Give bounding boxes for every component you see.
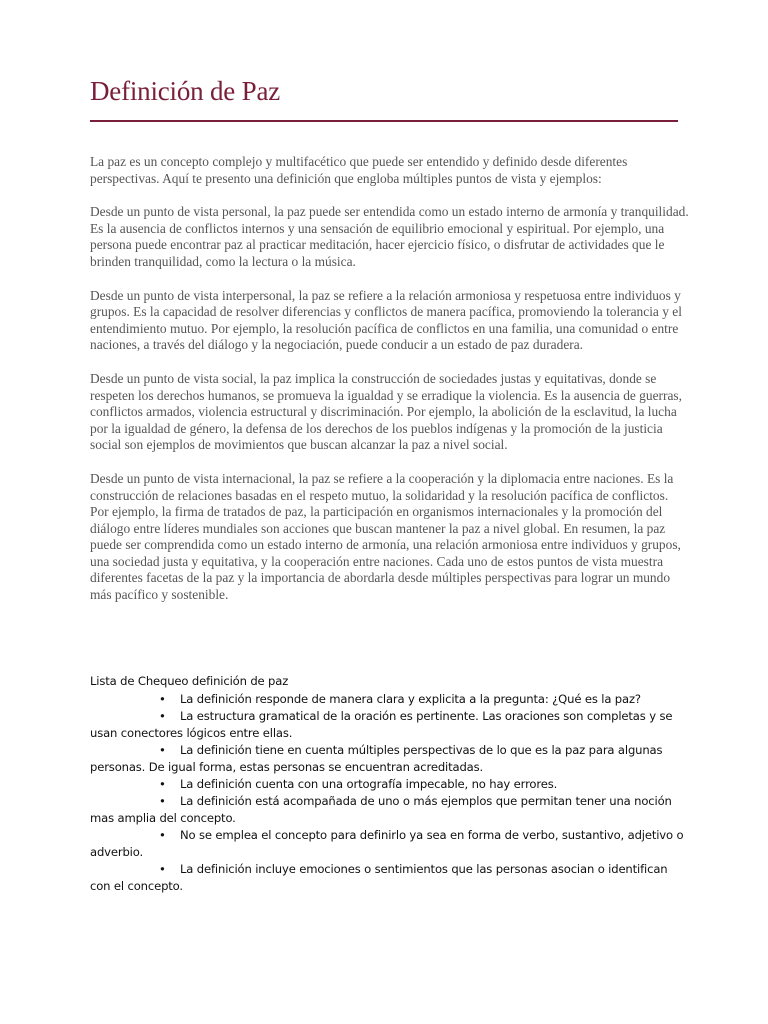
checklist-title: Lista de Chequeo definición de paz	[90, 674, 289, 688]
checklist-item	[90, 742, 690, 776]
bullet-icon: •	[159, 794, 166, 808]
paragraph-personal: Desde un punto de vista personal, la paz puede ser entendida como un estado interno de armonía y tranquilidad. Es la ausencia de conflictos internos y una sensación de equilibrio emocional y espiritual. Por ejemplo, una persona puede encontrar paz al practicar meditación, hacer ejercicio físico, o disfrutar de actividades que le brinden tranquilidad, como la lectura o la música.	[90, 204, 689, 269]
paragraph-intro: La paz es un concepto complejo y multifacético que puede ser entendido y definido desde diferentes perspectivas. Aquí te presento una definición que engloba múltiples puntos de vista y ejemplos:	[90, 154, 628, 186]
checklist-item-text: La definición incluye emociones o sentimientos que las personas asocian o identifican con el concepto.	[90, 862, 668, 893]
checklist-item-text: La definición tiene en cuenta múltiples perspectivas de lo que es la paz para algunas personas. De igual forma, estas personas se encuentran acreditadas.	[90, 743, 663, 774]
title-divider	[90, 120, 678, 122]
paragraph-interpersonal: Desde un punto de vista interpersonal, la paz se refiere a la relación armoniosa y respetuosa entre individuos y grupos. Es la capacidad de resolver diferencias y conflictos de manera pacífica, promoviendo la tolerancia y el entendimiento mutuo. Por ejemplo, la resolución pacífica de conflictos en una familia, una comunidad o entre naciones, a través del diálogo y la negociación, puede conducir a un estado de paz duradera.	[90, 287, 682, 353]
checklist-section	[90, 673, 690, 895]
document-body	[90, 154, 690, 621]
paragraph-social: Desde un punto de vista social, la paz implica la construcción de sociedades justas y equitativas, donde se respeten los derechos humanos, se promueva la igualdad y se erradique la violencia. Es la ausencia de guerras, conflictos armados, violencia estructural y discriminación. Por ejemplo, la abolición de la esclavitud, la lucha por la igualdad de género, la defensa de los derechos de los pueblos indígenas y la promoción de la justicia social son ejemplos de movimientos que buscan alcanzar la paz a nivel social.	[90, 370, 682, 453]
paragraph-international: Desde un punto de vista internacional, la paz se refiere a la cooperación y la diplomacia entre naciones. Es la construcción de relaciones basadas en el respeto mutuo, la solidaridad y la resolución pacífica de conflictos. Por ejemplo, la firma de tratados de paz, la participación en organismos internacionales y la promoción del diálogo entre líderes mundiales son acciones que buscan mantener la paz a nivel global. En resumen, la paz puede ser comprendida como un estado interno de armonía, una relación armoniosa entre individuos y grupos, una sociedad justa y equitativa, y la cooperación entre naciones. Cada uno de estos puntos de vista muestra diferentes facetas de la paz y la importancia de abordarla desde múltiples perspectivas para lograr un mundo más pacífico y sostenible.	[90, 470, 681, 603]
bullet-icon: •	[159, 743, 166, 757]
checklist-item	[90, 827, 690, 861]
checklist-item	[90, 776, 690, 793]
checklist-item	[90, 793, 690, 827]
checklist-list	[90, 691, 690, 895]
bullet-icon: •	[159, 828, 166, 842]
checklist-item-text: La definición responde de manera clara y explicita a la pregunta: ¿Qué es la paz?	[180, 692, 641, 706]
checklist-item	[90, 708, 690, 742]
checklist-item	[90, 691, 690, 708]
checklist-item-text: La definición cuenta con una ortografía impecable, no hay errores.	[180, 777, 558, 791]
page-title: Definición de Paz	[90, 76, 281, 106]
checklist-item-text: No se emplea el concepto para definirlo ya sea en forma de verbo, sustantivo, adjetivo o adverbio.	[90, 828, 684, 859]
checklist-item	[90, 861, 690, 895]
checklist-item-text: La definición está acompañada de uno o más ejemplos que permitan tener una noción mas amplia del concepto.	[90, 794, 672, 825]
bullet-icon: •	[159, 862, 166, 876]
bullet-icon: •	[159, 692, 166, 706]
bullet-icon: •	[159, 777, 166, 791]
bullet-icon: •	[159, 709, 166, 723]
checklist-item-text: La estructura gramatical de la oración es pertinente. Las oraciones son completas y se usan conectores lógicos entre ellas.	[90, 709, 673, 740]
